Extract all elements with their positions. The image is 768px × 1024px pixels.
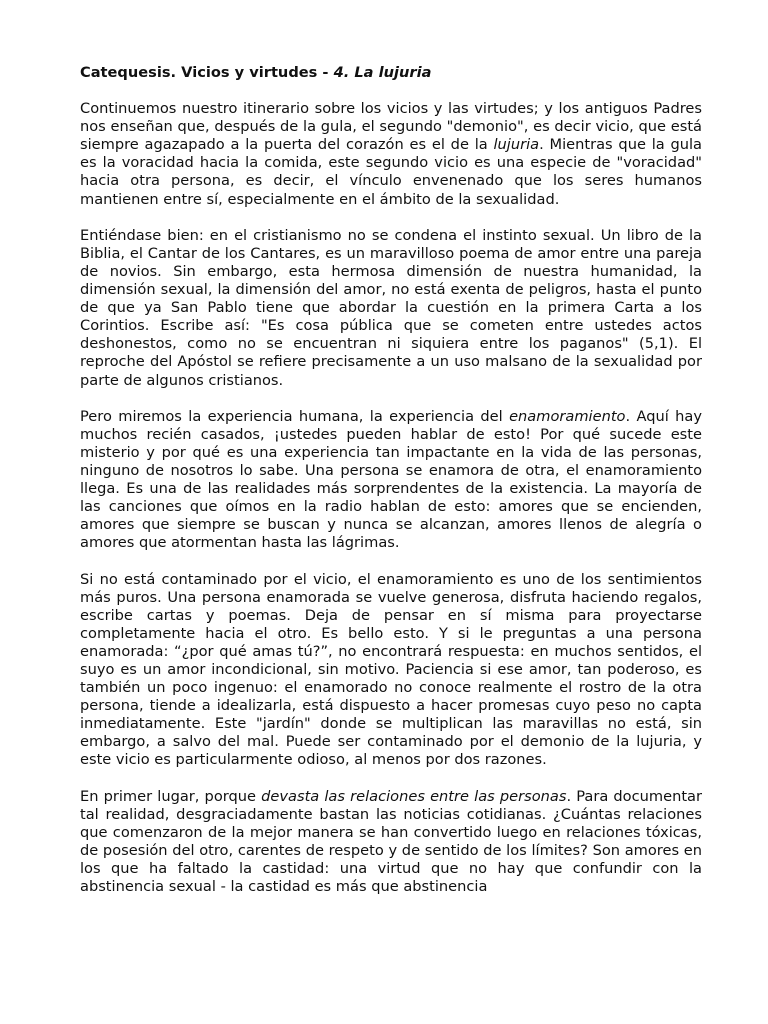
document-title <box>80 64 702 82</box>
paragraph-text: Pero miremos la experiencia humana, la experiencia del <box>80 407 510 425</box>
body-paragraph <box>80 788 702 897</box>
emphasis-text: lujuria <box>493 136 540 154</box>
emphasis-text: enamoramiento <box>509 407 626 425</box>
paragraph-text: En primer lugar, porque <box>80 787 262 805</box>
paragraph-text: Entiéndase bien: en el cristianismo no se condena el instinto sexual. Un libro de la Biblia, el Cantar de los Cantares, es un maravilloso poema de amor entre una pareja de novios. Sin embargo, esta hermosa dimensión de nuestra humanidad, la dimensión sexual, la dimensión del amor, no está exenta de peligros, hasta el punto de que ya San Pablo tiene que abordar la cuestión en la primera Carta a los Corintios. Escribe así: "Es cosa pública que se cometen entre ustedes actos deshonestos, como no se encuentran ni siquiera entre los paganos" (5,1). El reproche del Apóstol se refiere precisamente a un uso malsano de la sexualidad por parte de algunos cristianos. <box>80 226 702 389</box>
document-body <box>80 100 702 896</box>
body-paragraph <box>80 100 702 209</box>
body-paragraph <box>80 408 702 553</box>
paragraph-text: Continuemos nuestro itinerario sobre los vicios y las virtudes; y los antiguos Padres nos enseñan que, después de la gula, el segundo "demonio", es decir vicio, que está siempre agazapado a la puerta del corazón es el de la <box>80 100 702 154</box>
paragraph-text: . Para documentar tal realidad, desgraciadamente bastan las noticias cotidianas. ¿Cuántas relaciones que comenzaron de la mejor manera se han convertido luego en relaciones tóxicas, de posesión del otro, carentes de respeto y de sentido de los límites? Son amores en los que ha faltado la castidad: una virtud que no hay que confundir con la abstinencia sexual - la castidad es más que abstinencia <box>80 787 702 896</box>
paragraph-text: . Mientras que la gula es la voracidad hacia la comida, este segundo vicio es una especie de "voracidad" hacia otra persona, es decir, el vínculo envenenado que los seres humanos mantienen entre sí, especialmente en el ámbito de la sexualidad. <box>80 136 702 208</box>
body-paragraph <box>80 571 702 770</box>
title-subtitle: 4. La lujuria <box>333 64 432 81</box>
paragraph-text: . Aquí hay muchos recién casados, ¡ustedes pueden hablar de esto! Por qué sucede este misterio y por qué es una experiencia tan impactante en la vida de las personas, ninguno de nosotros lo sabe. Una persona se enamora de otra, el enamoramiento llega. Es una de las realidades más sorprendentes de la existencia. La mayoría de las canciones que oímos en la radio hablan de esto: amores que se encienden, amores que siempre se buscan y nunca se alcanzan, amores llenos de alegría o amores que atormentan hasta las lágrimas. <box>80 407 702 552</box>
body-paragraph <box>80 227 702 390</box>
document-page <box>80 64 702 914</box>
emphasis-text: devasta las relaciones entre las personas <box>261 787 567 805</box>
paragraph-text: Si no está contaminado por el vicio, el enamoramiento es uno de los sentimientos más puros. Una persona enamorada se vuelve generosa, disfruta haciendo regalos, escribe cartas y poemas. Deja de pensar en sí misma para proyectarse completamente hacia el otro. Es bello esto. Y si le preguntas a una persona enamorada: “¿por qué amas tú?”, no encontrará respuesta: en muchos sentidos, el suyo es un amor incondicional, sin motivo. Paciencia si ese amor, tan poderoso, es también un poco ingenuo: el enamorado no conoce realmente el rostro de la otra persona, tiende a idealizarla, está dispuesto a hacer promesas cuyo peso no capta inmediatamente. Este "jardín" donde se multiplican las maravillas no está, sin embargo, a salvo del mal. Puede ser contaminado por el demonio de la lujuria, y este vicio es particularmente odioso, al menos por dos razones. <box>80 570 702 769</box>
title-main: Catequesis. Vicios y virtudes - <box>80 64 334 81</box>
